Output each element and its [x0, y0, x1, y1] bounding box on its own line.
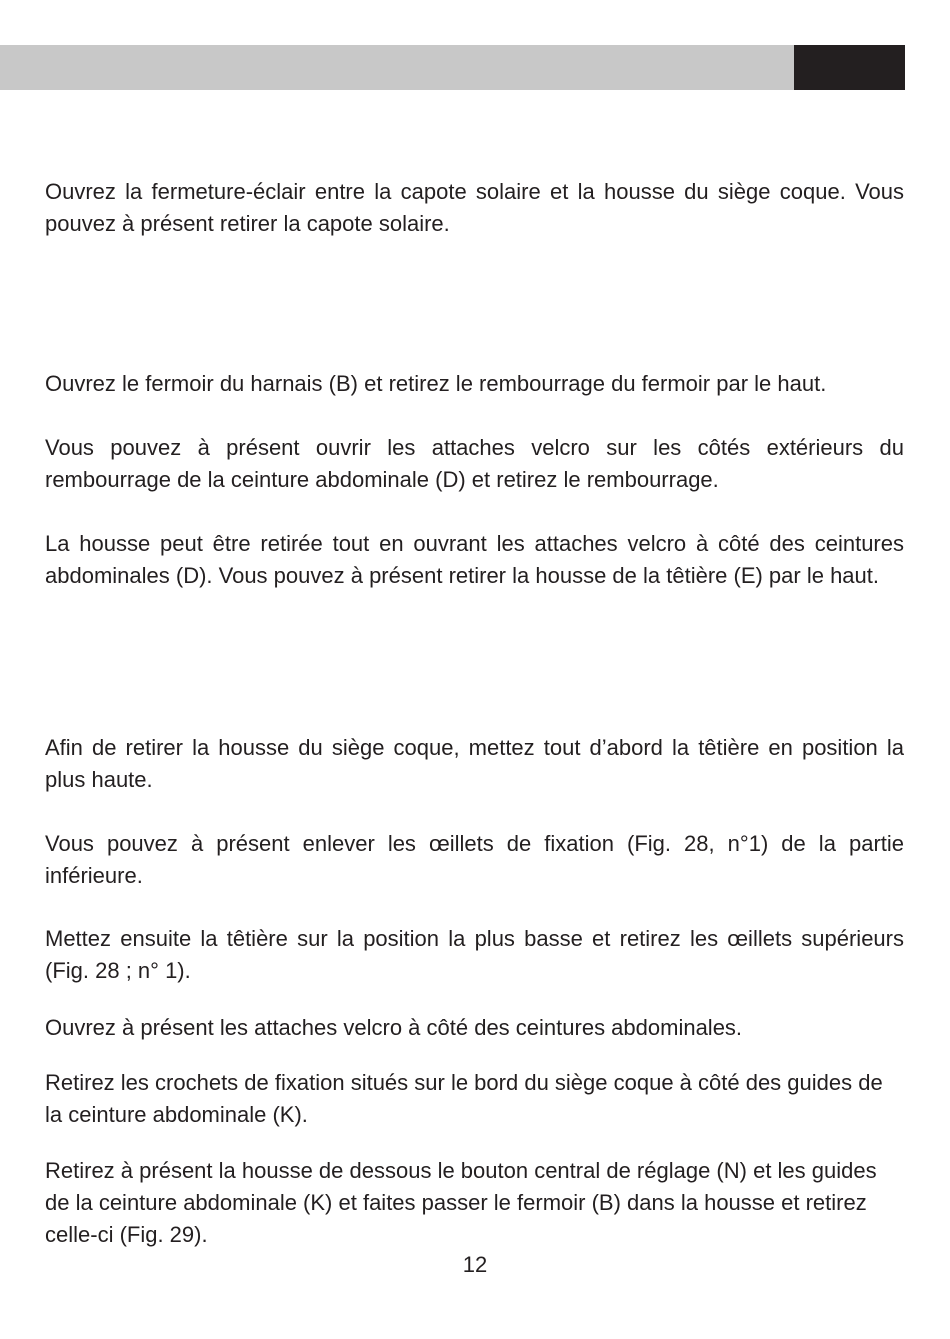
paragraph-seat-cover-intro: Afin de retirer la housse du siège coque, mettez tout d’abord la têtière en position la plus haute. — [45, 735, 904, 792]
paragraph-lap-belt-padding: Vous pouvez à présent ouvrir les attaches velcro sur les côtés extérieurs du rembourrage de la ceinture abdominale (D) et retirez le rembourrage. — [45, 435, 904, 492]
paragraph-hooks: Retirez les crochets de fixation situés sur le bord du siège coque à côté des guides de la ceinture abdominale (K). — [45, 1070, 883, 1127]
paragraph-sun-canopy: Ouvrez la fermeture-éclair entre la capote solaire et la housse du siège coque. Vous pouvez à présent retirer la capote solaire. — [45, 179, 904, 236]
paragraph-harness-buckle: Ouvrez le fermoir du harnais (B) et retirez le rembourrage du fermoir par le haut. — [45, 371, 827, 396]
page-number: 12 — [462, 1252, 488, 1277]
header-tab — [794, 45, 905, 90]
paragraph-velcro: Ouvrez à présent les attaches velcro à côté des ceintures abdominales. — [45, 1015, 743, 1040]
paragraph-remove-cover: Retirez à présent la housse de dessous le bouton central de réglage (N) et les guides de la ceinture abdominale (K) et faites passer le fermoir (B) dans la housse et retirez celle-ci (Fig. 29). — [45, 1158, 877, 1247]
paragraph-lower-eyelets: Vous pouvez à présent enlever les œillets de fixation (Fig. 28, n°1) de la partie inférieure. — [45, 831, 904, 888]
paragraph-headrest-cover: La housse peut être retirée tout en ouvrant les attaches velcro à côté des ceintures abdominales (D). Vous pouvez à présent retirer la housse de la têtière (E) par le haut. — [45, 531, 904, 588]
header-band — [0, 45, 905, 90]
paragraph-upper-eyelets: Mettez ensuite la têtière sur la position la plus basse et retirez les œillets supérieurs (Fig. 28 ; n° 1). — [45, 926, 904, 983]
